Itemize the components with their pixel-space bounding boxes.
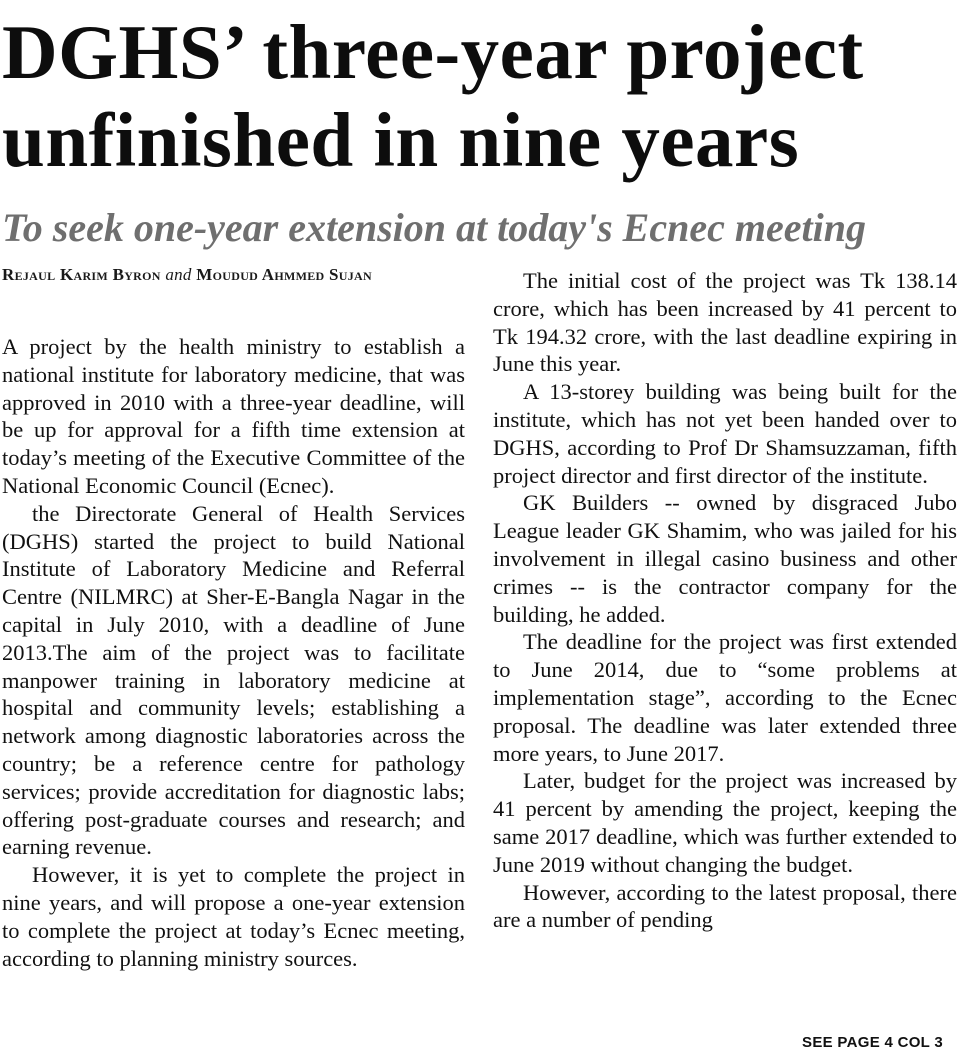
paragraph: The initial cost of the project was Tk 138.14 crore, which has been increased by 41 percent to Tk 194.32 crore, with the last deadline expiring in June this year. bbox=[493, 268, 957, 377]
paragraph: However, according to the latest proposal, there are a number of pending bbox=[493, 879, 957, 933]
article-column-right bbox=[493, 267, 957, 934]
byline-author-1: Rejaul Karim Byron bbox=[2, 265, 161, 284]
paragraph: GK Builders -- owned by disgraced Jubo League leader GK Shamim, who was jailed for his involvement in illegal casino business and other crimes -- is the contractor company for the building, he added. bbox=[493, 490, 957, 627]
byline-conjunction: and bbox=[165, 265, 192, 284]
paragraph: However, it is yet to complete the project in nine years, and will propose a one-year extension to complete the project at today’s Ecnec meeting, according to planning ministry sources. bbox=[2, 862, 465, 971]
paragraph: the Directorate General of Health Services (DGHS) started the project to build National Institute of Laboratory Medicine and Referral Centre (NILMRC) at Sher-E-Bangla Nagar in the capital in July 2010, with a deadline of June 2013.The aim of the project was to facilitate manpower training in laboratory medicine at hospital and community levels; establishing a network among diagnostic laboratories across the country; be a reference centre for pathology services; provide accreditation for diagnostic labs; offering post-graduate courses and research; and earning revenue. bbox=[2, 500, 465, 860]
headline: DGHS’ three-year project unfinished in nine years bbox=[2, 9, 864, 183]
continuation-jump-line: SEE PAGE 4 COL 3 bbox=[802, 1034, 943, 1051]
paragraph: A project by the health ministry to establish a national institute for laboratory medicine, that was approved in 2010 with a three-year deadline, will be up for approval for a fifth time extension at today’s meeting of the Executive Committee of the National Economic Council (Ecnec). bbox=[2, 334, 465, 498]
byline bbox=[2, 262, 472, 287]
subheadline: To seek one-year extension at today's Ecnec meeting bbox=[2, 205, 866, 250]
paragraph: The deadline for the project was first extended to June 2014, due to “some problems at implementation stage”, according to the Ecnec proposal. The deadline was later extended three more years, to June 2017. bbox=[493, 629, 957, 766]
paragraph: A 13-storey building was being built for the institute, which has not yet been handed over to DGHS, according to Prof Dr Shamsuzzaman, fifth project director and first director of the institute. bbox=[493, 379, 957, 488]
paragraph: Later, budget for the project was increased by 41 percent by amending the project, keeping the same 2017 deadline, which was further extended to June 2019 without changing the budget. bbox=[493, 768, 957, 877]
byline-author-2: Moudud Ahmmed Sujan bbox=[196, 265, 372, 284]
article-column-left bbox=[2, 333, 465, 972]
